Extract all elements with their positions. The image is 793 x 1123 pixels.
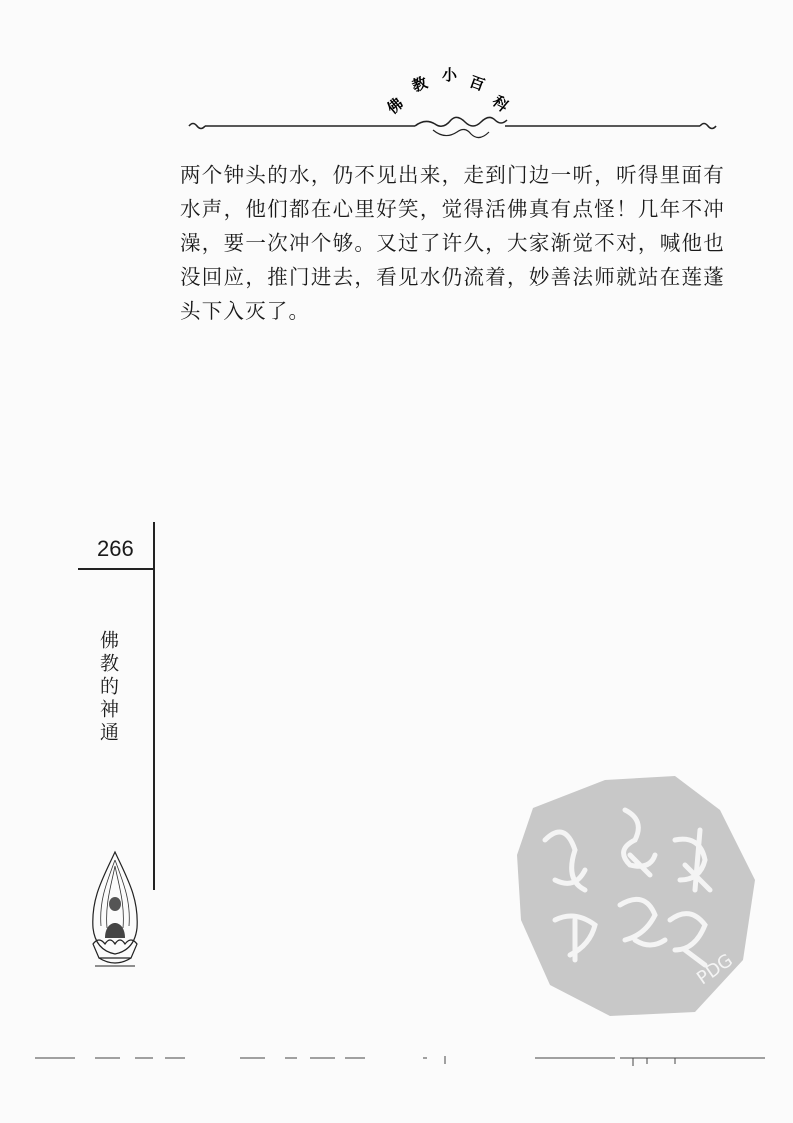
section-title: 佛教的神通 (97, 630, 119, 745)
sidebar-vertical-rule (153, 522, 155, 890)
header-ornament-rule (185, 112, 720, 142)
header-char: 小 (442, 66, 458, 84)
body-paragraph: 两个钟头的水，仍不见出来，走到门边一听，听得里面有水声，他们都在心里好笑，觉得活佛真有点怪！几年不冲澡，要一次冲个够。又过了许久，大家渐觉不对，喊他也没回应，推门进去，看见水仍流着，妙善法师就站在莲蓬头下入灭了。 (180, 163, 725, 323)
page-number-rule (78, 568, 153, 570)
scan-artifact-line (35, 1050, 765, 1070)
seal-stamp-watermark (515, 770, 760, 1020)
header-char: 佛 (383, 94, 407, 118)
buddha-lotus-icon (85, 848, 145, 973)
header-char: 教 (409, 73, 430, 96)
header-char: 百 (466, 72, 488, 95)
page-number: 266 (97, 536, 134, 561)
watermark-text: PDG (693, 949, 737, 990)
header-char: 科 (488, 92, 513, 116)
